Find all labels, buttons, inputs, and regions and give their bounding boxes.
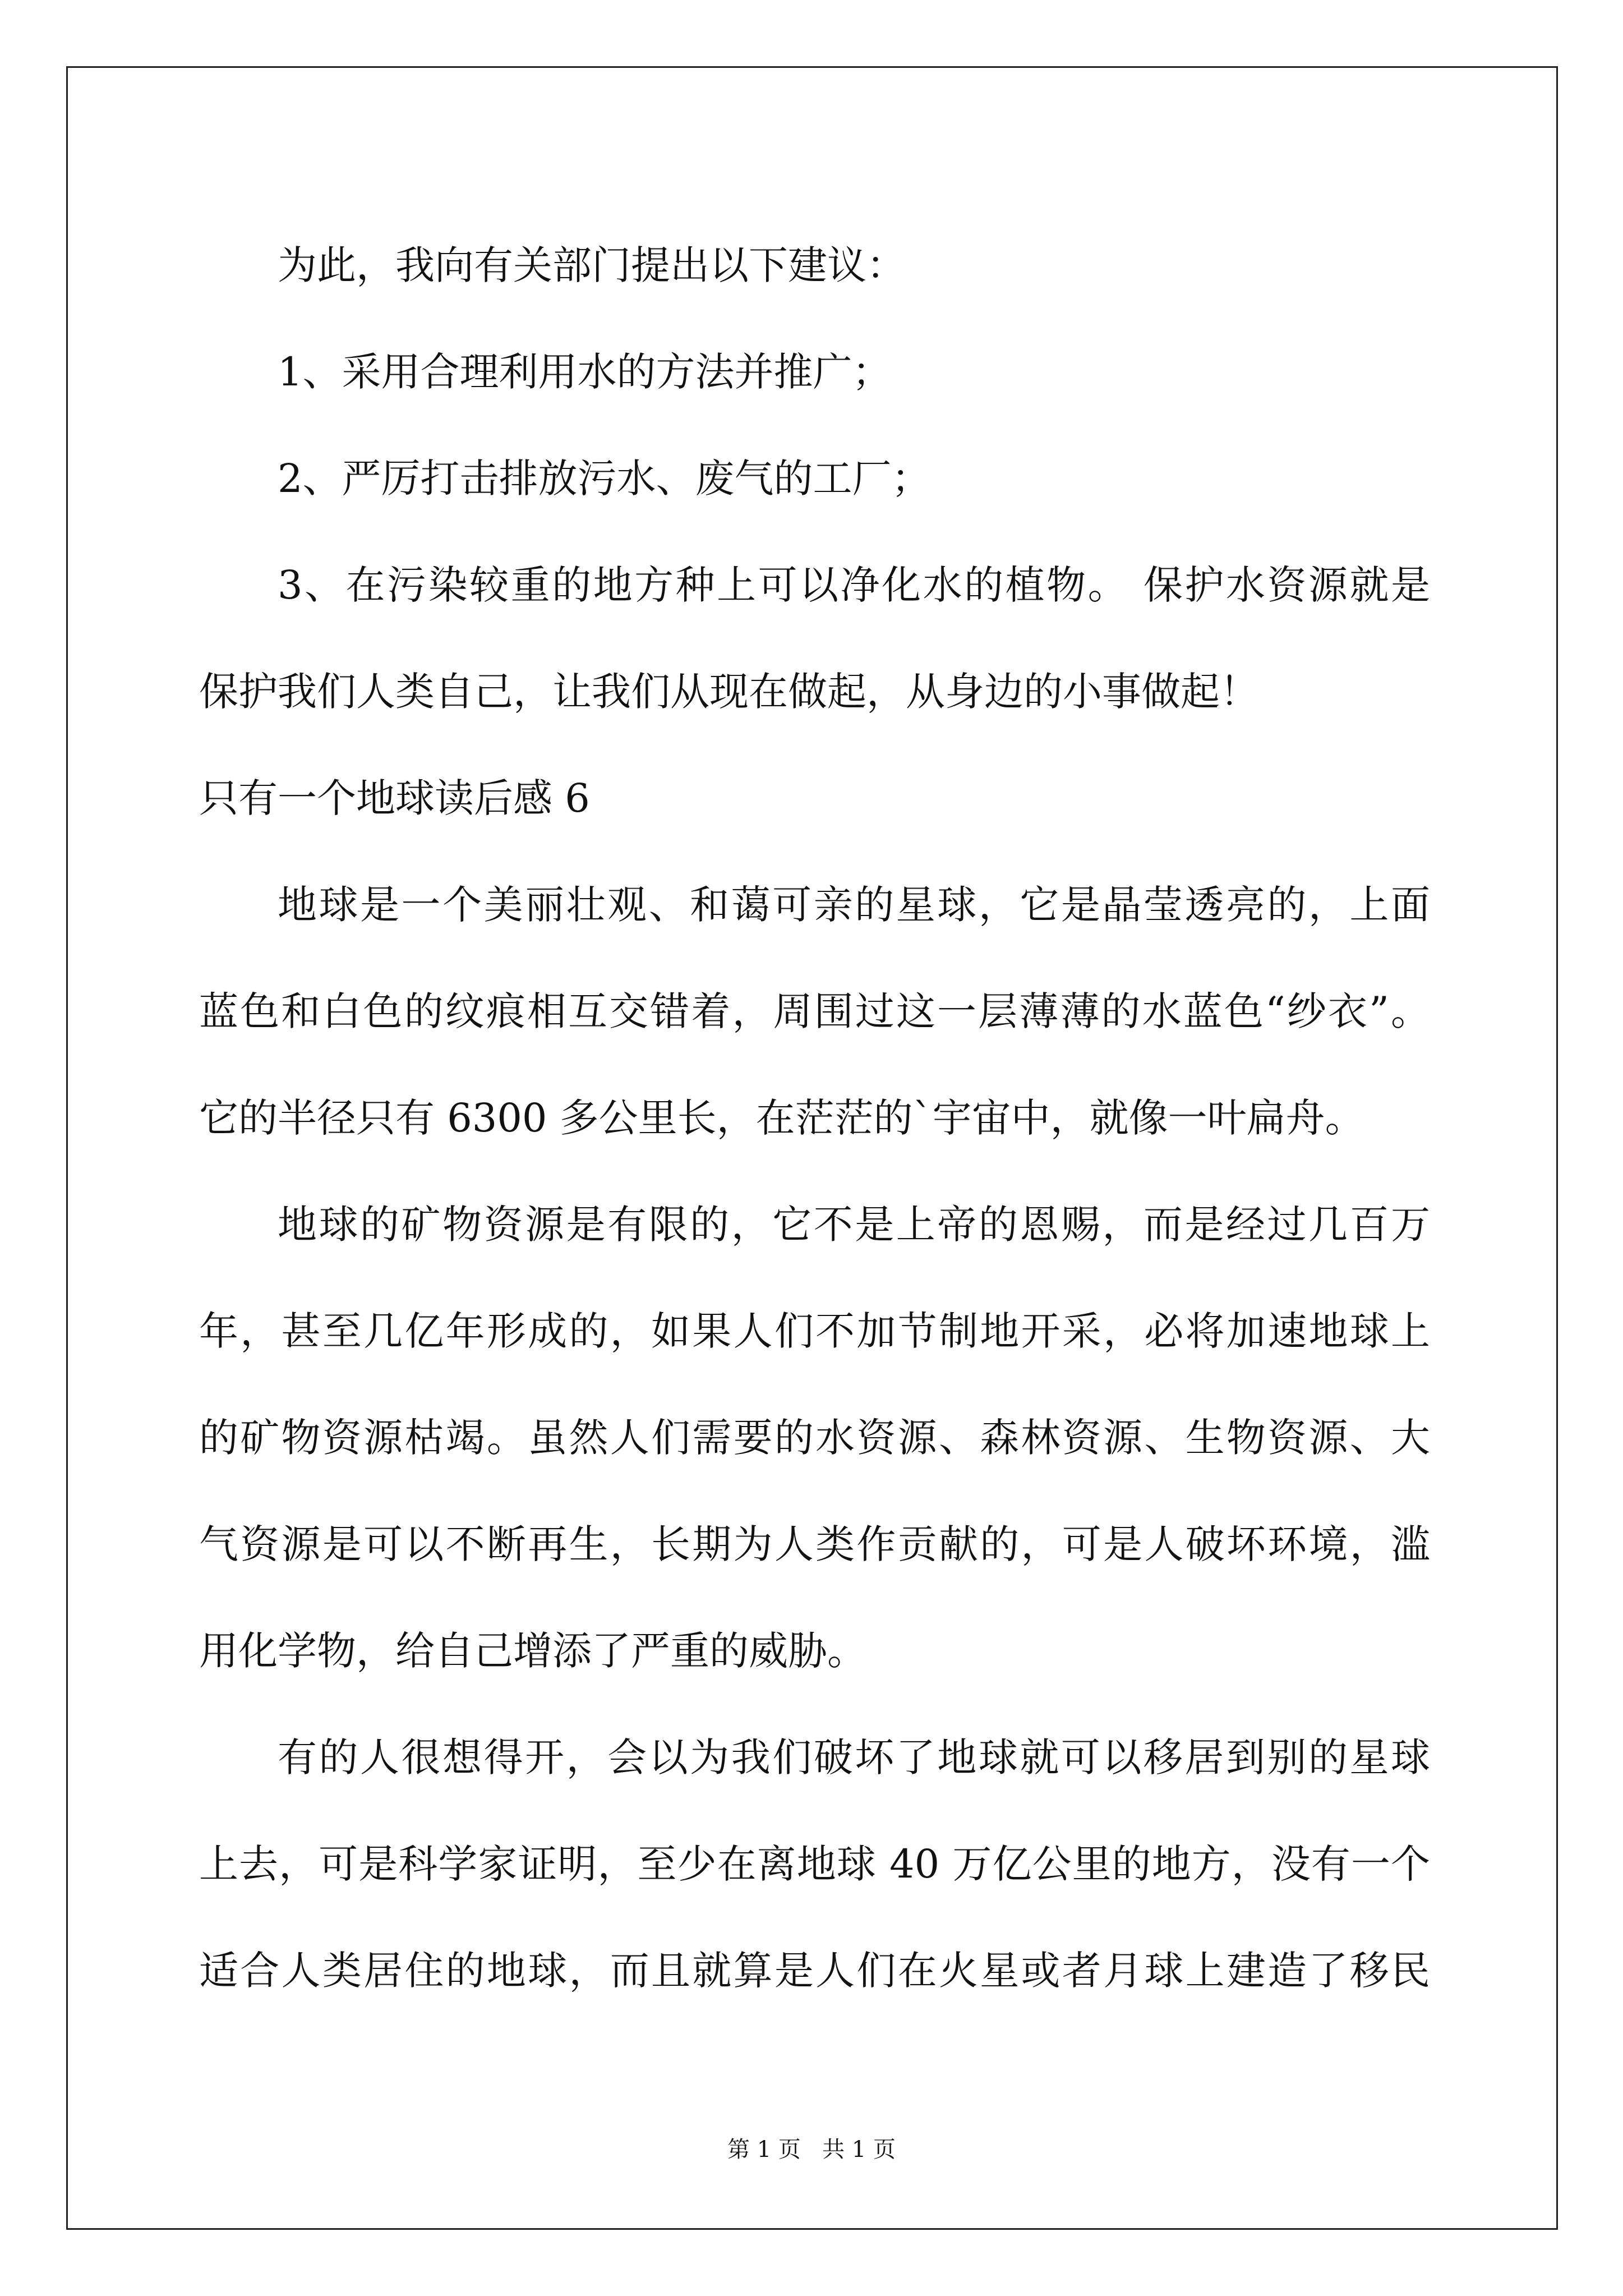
text-line: 它的半径只有 6300 多公里长，在茫茫的`宇宙中，就像一叶扁舟。 (199, 1095, 1364, 1141)
document-body (199, 212, 1430, 2024)
text-line: 有的人很想得开，会以为我们破坏了地球就可以移居到别的星球 (278, 1734, 1430, 1780)
text-line: 年，甚至几亿年形成的，如果人们不加节制地开采，必将加速地球上 (199, 1308, 1430, 1354)
text-line: 适合人类居住的地球，而且就算是人们在火星或者月球上建造了移民 (199, 1948, 1430, 1994)
text-line: 1、采用合理利用水的方法并推广； (278, 349, 892, 395)
text-line: 保护我们人类自己，让我们从现在做起，从身边的小事做起！ (199, 669, 1259, 715)
text-line: 的矿物资源枯竭。虽然人们需要的水资源、森林资源、生物资源、大 (199, 1415, 1430, 1461)
page-footer: 第 1 页 共 1 页 (727, 2137, 896, 2162)
text-line: 3、在污染较重的地方种上可以净化水的植物。 保护水资源就是 (278, 562, 1430, 608)
text-line: 为此，我向有关部门提出以下建议： (278, 242, 906, 288)
section-heading: 只有一个地球读后感 6 (199, 775, 590, 821)
text-line: 用化学物，给自己增添了严重的威胁。 (199, 1628, 866, 1674)
text-line: 地球是一个美丽壮观、和蔼可亲的星球，它是晶莹透亮的，上面 (278, 882, 1430, 928)
text-line: 地球的矿物资源是有限的，它不是上帝的恩赐，而是经过几百万 (278, 1202, 1430, 1248)
text-line: 气资源是可以不断再生，长期为人类作贡献的，可是人破坏环境，滥 (199, 1521, 1430, 1567)
text-line: 2、严厉打击排放污水、废气的工厂； (278, 455, 931, 501)
text-line: 上去，可是科学家证明，至少在离地球 40 万亿公里的地方，没有一个 (199, 1841, 1430, 1887)
text-line: 蓝色和白色的纹痕相互交错着，周围过这一层薄薄的水蓝色“纱衣”。 (199, 988, 1430, 1034)
